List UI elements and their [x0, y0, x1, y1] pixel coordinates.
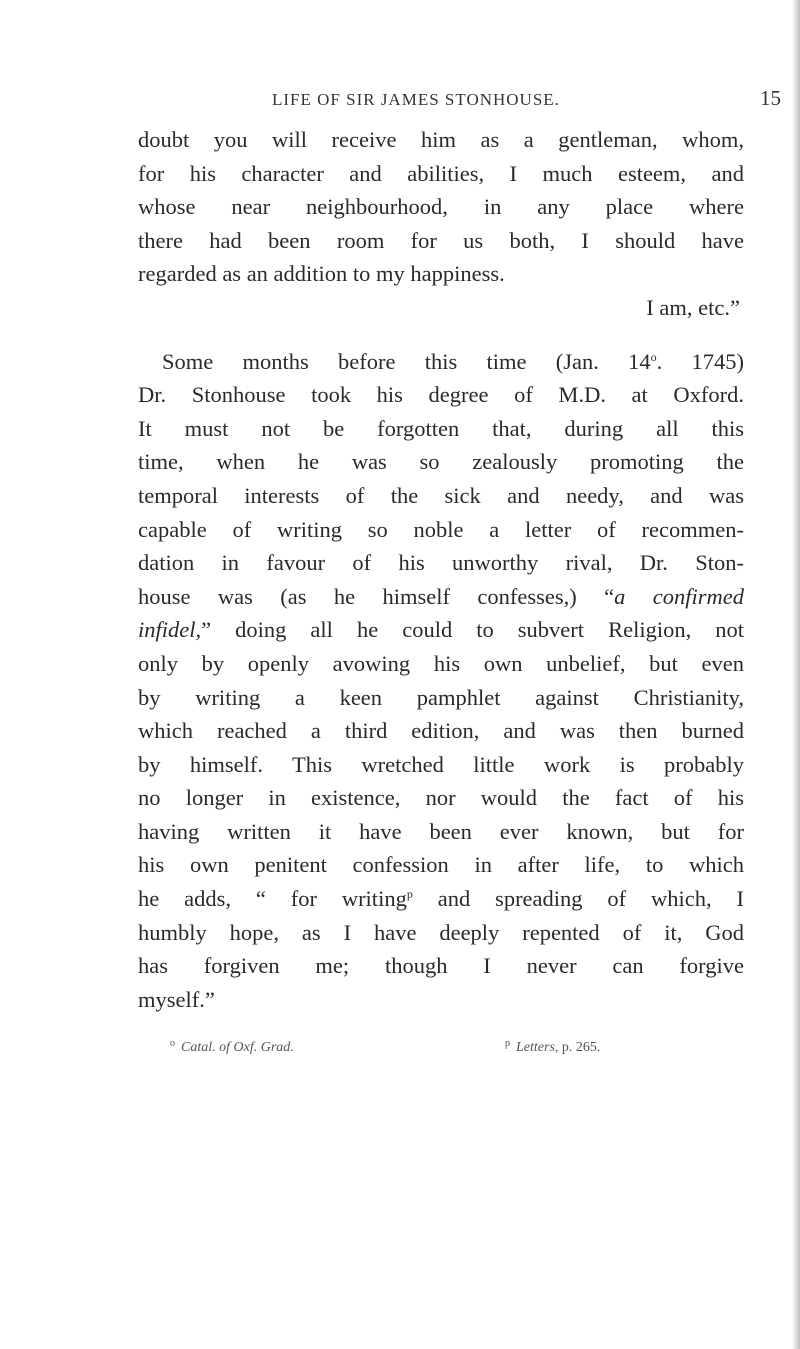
- text-line: [138, 613, 744, 647]
- text-run: house was (as he himself confesses,) “: [138, 583, 615, 609]
- text-line: [138, 580, 744, 614]
- italic-quote: a confirmed: [614, 583, 744, 609]
- text-line: by himself. This wretched little work is probably: [138, 751, 744, 777]
- footnote-text: p. 265.: [558, 1040, 601, 1055]
- text-run: ” doing all he could to subvert Religion, not: [201, 617, 744, 643]
- footnote-o: [170, 1038, 294, 1056]
- footnote-text: Catal. of Oxf. Grad.: [181, 1040, 294, 1055]
- text-line: which reached a third edition, and was then burned: [138, 718, 744, 744]
- text-run: . 1745): [656, 348, 744, 374]
- footnote-ref-p[interactable]: p: [406, 887, 413, 902]
- text-line: Dr. Stonhouse took his degree of M.D. at Oxford.: [138, 382, 744, 408]
- running-title: LIFE OF SIR JAMES STONHOUSE.: [272, 90, 560, 109]
- text-line: by writing a keen pamphlet against Christianity,: [138, 684, 744, 710]
- body-text: [138, 123, 744, 1016]
- text-line: [138, 345, 744, 379]
- footnote-ref-o[interactable]: o: [650, 349, 657, 364]
- letter-signoff: I am, etc.”: [646, 294, 740, 320]
- text-line: humbly hope, as I have deeply repented of it, God: [138, 919, 744, 945]
- text-run: Some months before this time (Jan. 14: [162, 348, 651, 374]
- footnote-mark: o: [170, 1038, 175, 1049]
- footnote-mark: p: [505, 1038, 510, 1049]
- text-line: It must not be forgotten that, during all this: [138, 415, 744, 441]
- text-line: no longer in existence, nor would the fact of his: [138, 785, 744, 811]
- text-line: his own penitent confession in after life, to which: [138, 852, 744, 878]
- text-line: has forgiven me; though I never can forgive: [138, 953, 744, 979]
- text-line: doubt you will receive him as a gentleman, whom,: [138, 127, 744, 152]
- text-line: for his character and abilities, I much esteem, and: [138, 160, 744, 186]
- text-line: time, when he was so zealously promoting the: [138, 449, 744, 475]
- page-edge-shadow: [792, 0, 800, 1349]
- text-line: having written it have been ever known, but for: [138, 818, 744, 844]
- text-line: regarded as an addition to my happiness.: [138, 261, 505, 287]
- text-run: and spreading of which, I: [412, 886, 745, 912]
- footnote-text: Letters,: [516, 1040, 559, 1055]
- italic-quote: infidel,: [138, 617, 202, 643]
- text-run: he adds, “ for writing: [138, 886, 407, 912]
- text-line: there had been room for us both, I should have: [138, 227, 744, 253]
- text-line: myself.”: [138, 986, 215, 1012]
- page-number: 15: [760, 86, 781, 110]
- text-line: [138, 882, 744, 916]
- text-line: temporal interests of the sick and needy, and was: [138, 482, 744, 508]
- text-line: dation in favour of his unworthy rival, Dr. Ston-: [138, 550, 744, 576]
- text-line: only by openly avowing his own unbelief, but even: [138, 650, 744, 676]
- footnote-p: [505, 1038, 600, 1056]
- text-line: capable of writing so noble a letter of recommen-: [138, 516, 744, 542]
- text-line: whose near neighbourhood, in any place where: [138, 194, 744, 220]
